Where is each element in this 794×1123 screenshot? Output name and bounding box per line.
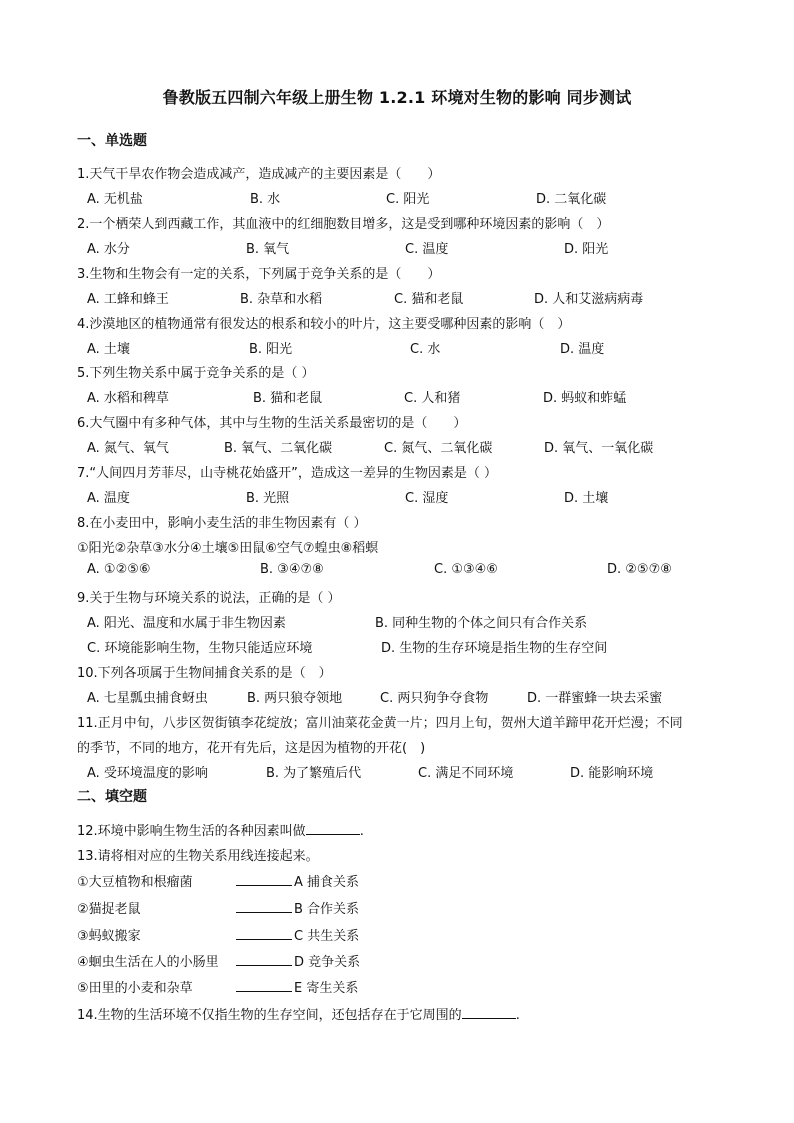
answer-blank-14[interactable] <box>462 1006 516 1019</box>
question-7: 7.“人间四月芳菲尽，山寺桃花始盛开”，造成这一差异的生物因素是（ ） <box>77 466 498 481</box>
question-9: 9.关于生物与环境关系的说法，正确的是（ ） <box>77 591 341 606</box>
answer-blank-12[interactable] <box>306 822 360 835</box>
match-right-item: B 合作关系 <box>294 902 360 917</box>
q7-option-b: B. 光照 <box>246 491 290 506</box>
q5-option-a: A. 水稻和稗草 <box>87 391 169 406</box>
q2-option-d: D. 阳光 <box>564 242 609 257</box>
match-blank[interactable] <box>236 953 292 966</box>
q6-option-a: A. 氮气、氧气 <box>87 441 169 456</box>
q8-option-d: D. ②⑤⑦⑧ <box>607 562 672 577</box>
q11-option-d: D. 能影响环境 <box>570 766 654 781</box>
question-5: 5.下列生物关系中属于竞争关系的是（ ） <box>77 366 315 381</box>
match-blank[interactable] <box>236 873 292 886</box>
match-left-item: ①大豆植物和根瘤菌 <box>77 875 193 890</box>
q1-option-b: B. 水 <box>250 192 281 207</box>
question-11-continued: 的季节，不同的地方，花开有先后，这是因为植物的开花( ) <box>77 741 426 756</box>
question-8: 8.在小麦田中，影响小麦生活的非生物因素有（ ） <box>77 516 367 531</box>
q3-option-a: A. 工蜂和蜂王 <box>87 292 169 307</box>
question-3: 3.生物和生物会有一定的关系，下列属于竞争关系的是（ ） <box>77 267 441 282</box>
match-blank[interactable] <box>236 900 292 913</box>
match-left-item: ②猫捉老鼠 <box>77 902 141 917</box>
match-blank[interactable] <box>236 927 292 940</box>
question-4: 4.沙漠地区的植物通常有很发达的根系和较小的叶片，这主要受哪种因素的影响（ ） <box>77 317 571 332</box>
q4-option-d: D. 温度 <box>560 342 605 357</box>
q11-option-b: B. 为了繁殖后代 <box>266 766 362 781</box>
q10-option-d: D. 一群蜜蜂一块去采蜜 <box>527 691 663 706</box>
question-13: 13.请将相对应的生物关系用线连接起来。 <box>77 849 319 864</box>
match-right-item: A 捕食关系 <box>294 875 360 890</box>
question-14-end: . <box>515 1008 520 1023</box>
q1-option-a: A. 无机盐 <box>87 192 143 207</box>
q5-option-d: D. 蚂蚁和蚱蜢 <box>543 391 627 406</box>
q3-option-d: D. 人和艾滋病病毒 <box>534 292 644 307</box>
match-left-item: ③蚂蚁搬家 <box>77 929 141 944</box>
q8-option-a: A. ①②⑤⑥ <box>87 562 151 577</box>
q10-option-c: C. 两只狗争夺食物 <box>380 691 489 706</box>
question-2: 2.一个栖荣人到西藏工作，其血液中的红细胞数目增多，这是受到哪种环境因素的影响（ ） <box>77 217 610 232</box>
match-right-item: E 寄生关系 <box>294 981 359 996</box>
q11-option-c: C. 满足不同环境 <box>418 766 514 781</box>
q2-option-b: B. 氧气 <box>246 242 290 257</box>
question-8-factors: ①阳光②杂草③水分④土壤⑤田鼠⑥空气⑦蝗虫⑧稻螟 <box>77 541 379 556</box>
q5-option-c: C. 人和猪 <box>404 391 461 406</box>
q9-option-d: D. 生物的生存环境是指生物的生存空间 <box>381 641 608 656</box>
question-14-text: 14.生物的生活环境不仅指生物的生存空间，还包括存在于它周围的 <box>77 1008 462 1023</box>
q11-option-a: A. 受环境温度的影响 <box>87 766 208 781</box>
q7-option-d: D. 土壤 <box>564 491 609 506</box>
question-12-end: . <box>359 824 364 839</box>
q10-option-b: B. 两只狼夺领地 <box>247 691 343 706</box>
q3-option-c: C. 猫和老鼠 <box>394 292 464 307</box>
section-heading-single-choice: 一、单选题 <box>77 133 147 149</box>
q6-option-b: B. 氧气、二氧化碳 <box>224 441 333 456</box>
q2-option-c: C. 温度 <box>405 242 449 257</box>
q10-option-a: A. 七星瓢虫捕食蚜虫 <box>87 691 208 706</box>
q7-option-a: A. 温度 <box>87 491 130 506</box>
question-1: 1.天气干旱农作物会造成减产，造成减产的主要因素是（ ） <box>77 167 441 182</box>
q4-option-b: B. 阳光 <box>249 342 293 357</box>
q9-option-b: B. 同种生物的个体之间只有合作关系 <box>375 616 588 631</box>
match-left-item: ④蛔虫生活在人的小肠里 <box>77 955 219 970</box>
page-title: 鲁教版五四制六年级上册生物 1.2.1 环境对生物的影响 同步测试 <box>162 88 632 107</box>
q1-option-d: D. 二氧化碳 <box>536 192 607 207</box>
q1-option-c: C. 阳光 <box>386 192 430 207</box>
q8-option-b: B. ③④⑦⑧ <box>260 562 324 577</box>
q9-option-a: A. 阳光、温度和水属于非生物因素 <box>87 616 286 631</box>
q7-option-c: C. 湿度 <box>405 491 449 506</box>
q6-option-c: C. 氮气、二氧化碳 <box>384 441 493 456</box>
q8-option-c: C. ①③④⑥ <box>434 562 498 577</box>
q3-option-b: B. 杂草和水稻 <box>240 292 323 307</box>
match-right-item: C 共生关系 <box>294 929 360 944</box>
q5-option-b: B. 猫和老鼠 <box>253 391 323 406</box>
match-right-item: D 竞争关系 <box>294 955 361 970</box>
match-left-item: ⑤田里的小麦和杂草 <box>77 981 193 996</box>
q6-option-d: D. 氧气、一氧化碳 <box>544 441 654 456</box>
question-6: 6.大气圈中有多种气体，其中与生物的生活关系最密切的是（ ） <box>77 416 467 431</box>
section-heading-fill-blank: 二、填空题 <box>77 789 147 805</box>
question-10: 10.下列各项属于生物间捕食关系的是（ ） <box>77 666 332 681</box>
q4-option-a: A. 土壤 <box>87 342 130 357</box>
match-blank[interactable] <box>236 979 292 992</box>
question-12 <box>77 820 364 839</box>
question-12-text: 12.环境中影响生物生活的各种因素叫做 <box>77 824 306 839</box>
q9-option-c: C. 环境能影响生物，生物只能适应环境 <box>87 641 313 656</box>
question-11: 11.正月中旬，八步区贺街镇李花绽放；富川油菜花金黄一片；四月上旬，贺州大道羊蹄甲花开烂漫；不同 <box>77 716 683 731</box>
question-14 <box>77 1004 520 1023</box>
q2-option-a: A. 水分 <box>87 242 130 257</box>
q4-option-c: C. 水 <box>410 342 441 357</box>
